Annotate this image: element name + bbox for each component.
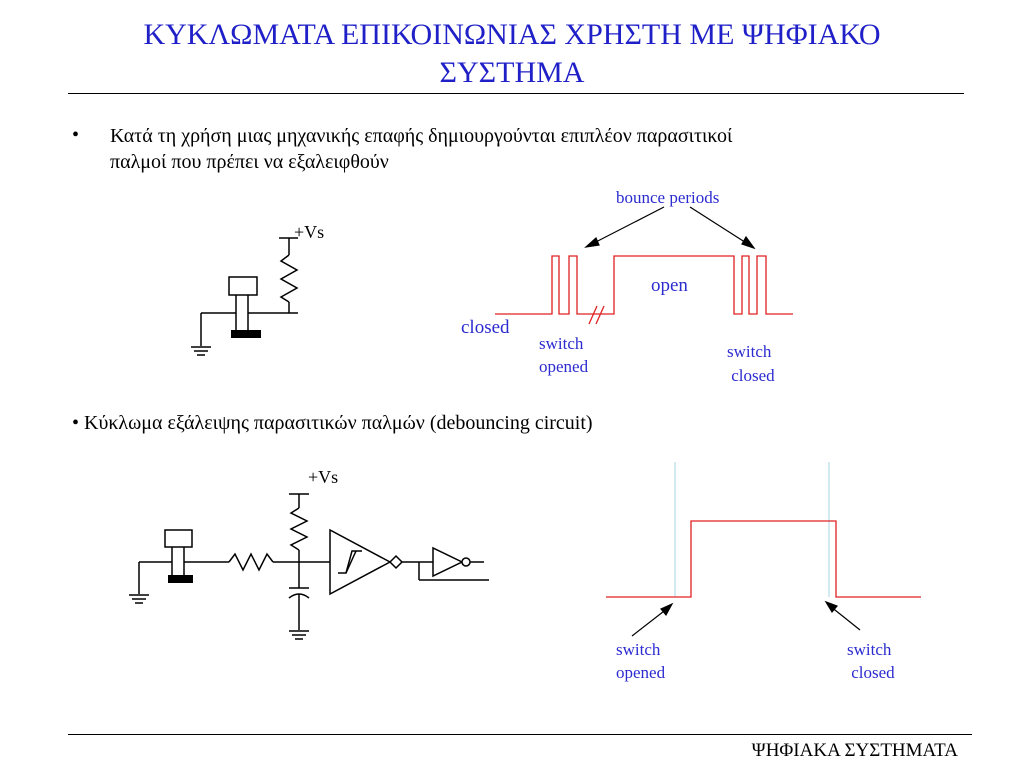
switch-closed-2-line-1: switch [847,640,892,659]
bullet-1-line-2: παλμοί που πρέπει να εξαλειφθούν [110,151,389,173]
resistor-icon [200,554,330,570]
switch-opened-2-line-2: opened [616,663,666,682]
switch-closed-line-1: switch [727,342,772,361]
bounce-periods-label: bounce periods [616,188,720,207]
open-label: open [651,275,688,296]
switch-contact-plate [168,575,193,583]
bullet-1-line-1: Κατά τη χρήση μιας μηχανικής επαφής δημιουργούνται επιπλέον παρασιτικοί [110,125,733,147]
ground-icon [129,562,162,603]
switch-closed-line-2: closed [727,366,775,385]
title-line-2: ΣΥΣΤΗΜΑ [439,56,585,89]
bullet-2: • Κύκλωμα εξάλειψης παρασιτικών παλμών (debouncing circuit) [72,412,593,434]
debounced-waveform [606,521,921,597]
inverter-icon [433,548,484,576]
footer-divider [68,734,972,735]
title-line-1: ΚΥΚΛΩΜΑΤΑ ΕΠΙΚΟΙΝΩΝΙΑΣ ΧΡΗΣΤΗ ΜΕ ΨΗΦΙΑΚΟ [143,18,881,51]
switch-closed-2-line-2: closed [847,663,895,682]
push-switch-icon [162,530,200,575]
arrow-icon [632,602,860,636]
supply-label: +Vs [294,222,325,242]
switch-opened-line-1: switch [539,334,584,353]
resistor-icon [289,494,309,588]
capacitor-icon [289,588,309,630]
switch-opened-2-line-1: switch [616,640,661,659]
bullet-marker: • [72,124,80,146]
footer-label: ΨΗΦΙΑΚΑ ΣΥΣΤΗΜΑΤΑ [751,740,958,761]
closed-label: closed [461,317,510,338]
supply-label-2: +Vs [308,467,339,487]
switch-opened-line-2: opened [539,357,589,376]
ground-icon [289,631,309,639]
